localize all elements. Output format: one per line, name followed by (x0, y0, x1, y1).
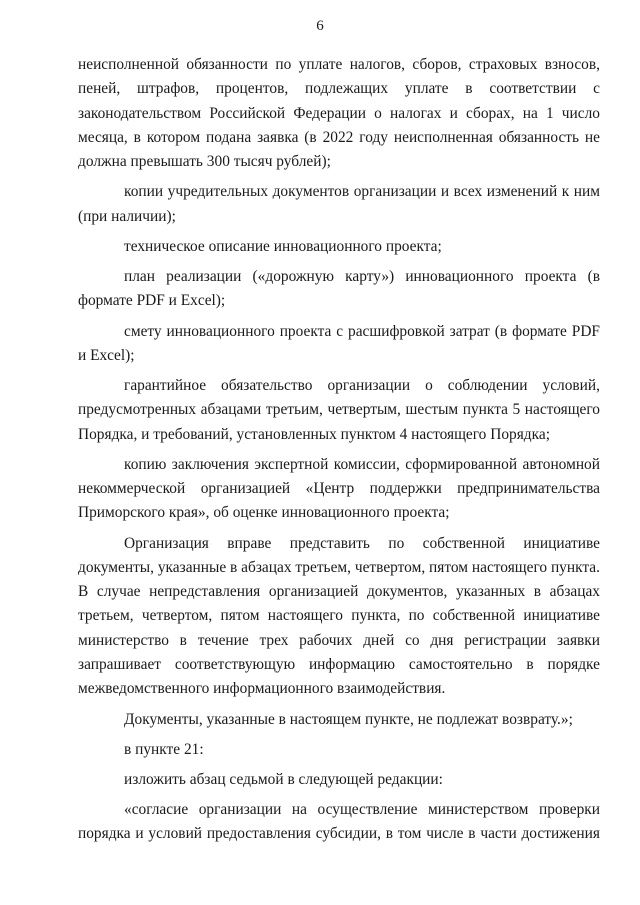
paragraph-no-return: Документы, указанные в настоящем пункте, не подлежат возврату.»; (124, 710, 573, 728)
paragraph-continuation: неисполненной обязанности по уплате налогов, сборов, страховых взносов, пеней, штрафов, процентов, подлежащих уплате в соответствии с законодательством Российской Федерации о налогах и сборах, на 1 число месяца, в котором подана заявка (в 2022 году неисполненная обязанность не должна превышать 300 тысяч рублей); (78, 56, 600, 171)
paragraph-expert-conclusion: копию заключения экспертной комиссии, сформированной автономной некоммерческой организацией «Центр поддержки предпринимательства Приморского края», об оценке инновационного проекта; (78, 455, 600, 522)
paragraph-technical-description: техническое описание инновационного проекта; (124, 237, 442, 255)
paragraph-seventh-abzac: изложить абзац седьмой в следующей редакции: (124, 770, 443, 788)
paragraph-guarantee: гарантийное обязательство организации о соблюдении условий, предусмотренных абзацами третьим, четвертым, шестым пункта 5 настоящего Порядка, и требований, установленных пунктом 4 настоящего Порядка; (78, 377, 600, 443)
document-body (78, 53, 600, 853)
paragraph-cost-estimate: смету инновационного проекта с расшифровкой затрат (в формате PDF и Excel); (78, 322, 600, 364)
paragraph-roadmap: план реализации («дорожную карту») инновационного проекта (в формате PDF и Excel); (78, 268, 600, 310)
paragraph-consent: «согласие организации на осуществление министерством проверки порядка и условий предоставления субсидии, в том числе в части достижения (78, 801, 600, 843)
paragraph-own-initiative: Организация вправе представить по собственной инициативе документы, указанные в абзацах третьем, четвертом, пятом настоящего пункта. В случае непредставления организацией документов, указанных в абзацах третьем, четвертом, пятом настоящего пункта, по собственной инициативе министерство в течение трех рабочих дней со дня регистрации заявки запрашивает соответствующую информацию самостоятельно в порядке межведомственного информационного взаимодействия. (78, 534, 600, 698)
page-number: 6 (316, 18, 324, 34)
paragraph-clause-21: в пункте 21: (124, 740, 204, 758)
paragraph-founding-documents: копии учредительных документов организации и всех изменений к ним (при наличии); (78, 183, 600, 225)
